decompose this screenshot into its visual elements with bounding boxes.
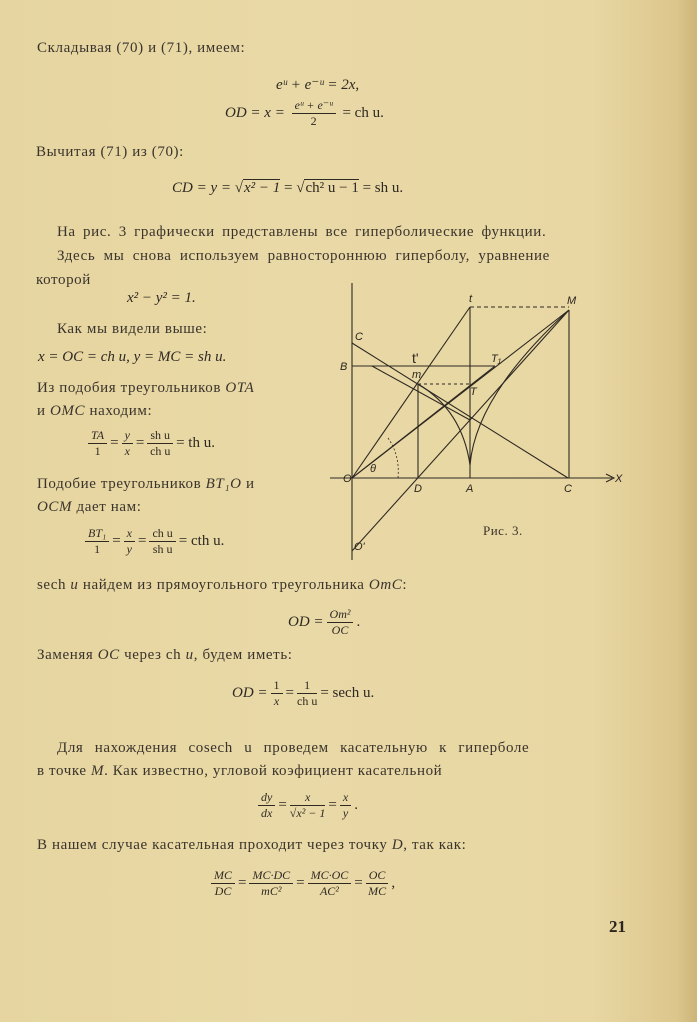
p7-text-3: : xyxy=(402,577,408,593)
label-m-point: M xyxy=(567,295,577,307)
eq2-fraction xyxy=(292,98,336,129)
p8-math: OC xyxy=(97,647,120,663)
eq11-n2: MC·DC xyxy=(249,868,293,884)
eq2-lhs: OD = x = xyxy=(225,104,285,121)
label-o: O xyxy=(343,473,352,485)
p7-text: sech xyxy=(37,577,71,593)
page-number: 21 xyxy=(609,917,626,936)
eq10-n3: x xyxy=(340,790,351,806)
paragraph-figure-intro-line3: которой xyxy=(36,272,91,288)
label-b: B xyxy=(340,361,348,373)
equation-cth: $\frac{\text{BT₁}}{1}$ = $\frac{x}{y}$ = $\frac{\text{ch u}}{\text{sh u}}$ = cth u. xyxy=(82,526,224,557)
eq6-n1: TA xyxy=(88,428,107,444)
eq9-n1: 1 xyxy=(271,678,283,694)
label-t: T xyxy=(470,386,477,398)
eq10-n1: dy xyxy=(258,790,275,806)
equation-derivative: $\frac{dy}{dx}$ = $\frac{x}{\text{√x² − 1}}$ = $\frac{x}{y}$ . xyxy=(255,790,358,821)
equation-od-ch xyxy=(225,98,384,129)
eq9-lhs: OD = xyxy=(232,684,268,701)
p8-u: u xyxy=(185,647,194,663)
paragraph-sech xyxy=(37,577,407,594)
p5-math-2: OMC xyxy=(49,403,86,419)
p5-text-2: и xyxy=(37,403,50,419)
label-t-prime: t' xyxy=(412,350,419,366)
label-theta: θ xyxy=(370,463,376,475)
eq9-n2: 1 xyxy=(297,678,317,694)
p5-math: OTA xyxy=(225,380,255,396)
eq8-rhs: . xyxy=(356,613,361,630)
eq8-num: Om² xyxy=(327,607,354,623)
paragraph-figure-intro-line1: На рис. 3 графически представлены все гиперболические функции. xyxy=(57,224,547,240)
eq11-d2: mC² xyxy=(261,884,282,898)
label-x: X xyxy=(615,473,623,485)
paragraph-replacing-oc xyxy=(37,647,293,664)
equation-sum-exponents: eᵘ + e⁻ᵘ = 2x, xyxy=(276,77,360,93)
p7-u: u xyxy=(70,577,79,593)
eq10-d1: dx xyxy=(261,806,273,820)
figure-caption: Рис. 3. xyxy=(483,523,523,538)
equation-hyperbola: x² − y² = 1. xyxy=(127,290,196,306)
p6-math-2: OCM xyxy=(37,499,73,515)
eq10-n2: x xyxy=(290,790,326,806)
eq7-n1: BT₁ xyxy=(85,526,109,542)
equation-x-y-definitions: x = OC = ch u, y = MC = sh u. xyxy=(38,349,227,365)
p9-text: в точке xyxy=(37,763,91,779)
equation-th: $\frac{TA}{1}$ = $\frac{y}{x}$ = $\frac{\text{sh u}}{\text{ch u}}$ = th u. xyxy=(85,428,215,459)
paragraph-similarity-ocm xyxy=(37,499,142,516)
eq8-lhs: OD = xyxy=(288,613,324,630)
p8-text-3: , будем иметь: xyxy=(193,647,293,663)
paragraph-cosech-line1: Для нахождения cosech u проведем касательную к гиперболе xyxy=(57,740,530,756)
p7-text-2: найдем из прямоугольного треугольника xyxy=(78,577,369,593)
label-t-top: t xyxy=(469,293,473,305)
equation-sech: OD = $\frac{1}{x}$ = $\frac{1}{\text{ch u}}$ = sech u. xyxy=(232,678,375,708)
eq11-rhs: , xyxy=(391,874,396,891)
p9-text-2: . Как известно, угловой коэфициент касательной xyxy=(104,763,443,779)
paragraph-figure-intro-line2: Здесь мы снова используем равностороннюю гиперболу, уравнение xyxy=(57,248,550,264)
eq3-rhs: = sh u. xyxy=(358,180,404,196)
p7-math: OmC xyxy=(368,577,403,593)
eq3-mid: = √ xyxy=(280,180,305,196)
p5-text: Из подобия треугольников xyxy=(37,380,226,396)
eq7-d3: sh u xyxy=(152,542,173,556)
eq6-d1: 1 xyxy=(94,444,101,458)
paragraph-as-seen-above: Как мы видели выше: xyxy=(57,321,208,337)
eq6-d2: x xyxy=(124,444,130,458)
eq7-n2: x xyxy=(124,526,135,542)
paragraph-adding-equations: Складывая (70) и (71), имеем: xyxy=(37,40,246,56)
eq11-d1: DC xyxy=(214,884,232,898)
eq6-rhs: = th u. xyxy=(176,434,215,451)
eq7-n3: ch u xyxy=(149,526,175,542)
eq9-rhs: = sech u. xyxy=(320,684,375,701)
eq6-n3: sh u xyxy=(147,428,173,444)
paragraph-cosech-line2 xyxy=(37,763,442,780)
equation-od-om-squared xyxy=(288,607,360,638)
eq9-d1: x xyxy=(273,694,280,708)
eq7-d1: 1 xyxy=(94,542,101,556)
eq11-n3: MC·OC xyxy=(308,868,352,884)
eq11-d4: MC xyxy=(368,884,387,898)
label-o-prime: O' xyxy=(354,541,365,553)
p9-math: M xyxy=(90,763,105,779)
p8-text-2: через ch xyxy=(119,647,186,663)
paragraph-subtracting: Вычитая (71) из (70): xyxy=(36,144,184,160)
eq2-rhs: = ch u. xyxy=(342,104,384,121)
eq3-lhs: CD = y = √ xyxy=(172,180,243,196)
label-d: D xyxy=(414,483,422,495)
eq8-den: OC xyxy=(331,623,349,637)
equation-ratio-chain: $\frac{MC}{DC}$ = $\frac{MC\cdot DC}{\text{mC²}}$ = $\frac{MC\cdot OC}{\text{AC²}}$ = $\frac{OC}{MC}$ , xyxy=(208,868,395,899)
p10-math: D xyxy=(391,837,404,853)
figure-3-hyperbolic-functions xyxy=(330,280,630,565)
paragraph-similarity-ota xyxy=(37,380,254,397)
label-c-y: C xyxy=(355,331,363,343)
eq11-n1: MC xyxy=(211,868,235,884)
label-m-small: m xyxy=(412,369,422,381)
label-a: A xyxy=(466,483,474,495)
paragraph-tangent-through-d xyxy=(37,837,466,854)
p6-text-3: дает нам: xyxy=(72,499,142,515)
eq3-radicand-2: ch² u − 1 xyxy=(305,180,359,196)
eq7-rhs: = cth u. xyxy=(178,532,225,549)
p6-text: Подобие треугольников xyxy=(37,476,206,492)
paragraph-similarity-bt1o xyxy=(37,476,255,493)
p10-text-2: , так как: xyxy=(403,837,467,853)
label-t1: T₁ xyxy=(491,353,502,365)
p6-math: BT₁O xyxy=(205,476,242,492)
p6-text-2: и xyxy=(241,476,255,492)
p10-text: В нашем случае касательная проходит через точку xyxy=(37,837,392,853)
eq7-d2: y xyxy=(126,542,132,556)
eq9-d2: ch u xyxy=(297,694,318,708)
equation-cd-sh xyxy=(172,180,403,197)
eq10-rhs: . xyxy=(354,796,358,813)
paragraph-similarity-omc xyxy=(37,403,152,420)
eq11-d3: AC² xyxy=(319,884,339,898)
eq6-d3: ch u xyxy=(150,444,171,458)
p5-text-3: находим: xyxy=(85,403,153,419)
p8-text: Заменяя xyxy=(37,647,98,663)
eq11-n4: OC xyxy=(366,868,389,884)
eq3-radicand-1: x² − 1 xyxy=(243,180,281,196)
eq10-d2: √x² − 1 xyxy=(289,806,326,820)
eq10-d3: y xyxy=(342,806,349,820)
eq6-n2: y xyxy=(122,428,133,444)
eq2-denominator: 2 xyxy=(310,114,317,128)
eq2-numerator: eᵘ + e⁻ᵘ xyxy=(292,98,336,114)
label-c-axis: C xyxy=(564,483,572,495)
